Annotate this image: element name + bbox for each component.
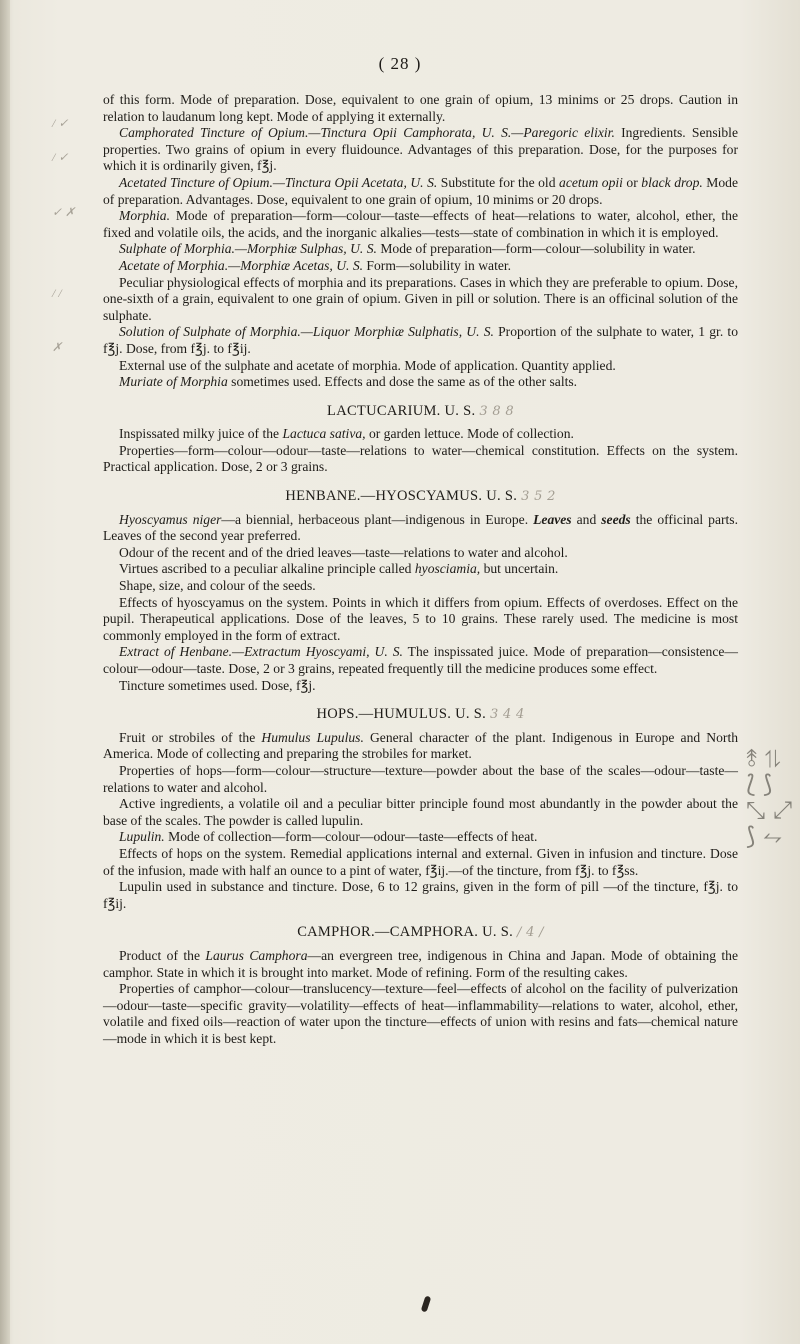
hops-paragraph: Fruit or strobiles of the Humulus Lupulus. General character of the plant. Indigenous in Europe and North America. Mode of collecting and preparing the strobiles for market. [103, 729, 739, 762]
handwritten-page-ref: / 4 / [517, 925, 544, 941]
lactucarium-properties: Properties—form—colour—odour—taste—relations to water—chemical constitution. Effects on the system. Practical application. Dose, 2 or 3 grains. [103, 442, 738, 475]
hops-properties: Properties of hops—form—colour—structure—texture—powder about the base of the scales—odour—taste—relations to water and alcohol. [103, 762, 738, 795]
henbane-paragraph: Hyoscyamus niger—a biennial, herbaceous plant—indigenous in Europe. Leaves and seeds the officinal parts. Leaves of the second year preferred. [103, 511, 738, 544]
morphia-entry: Morphia. Mode of preparation—form—colour—taste—effects of heat—relations to water, alcohol, ether, the fixed and volatile oils, the acids, and the inorganic alkalies—tests—state of combination in which it is employed. [103, 208, 738, 240]
opium-continuation: of this form. Mode of preparation. Dose, equivalent to one grain of opium, 13 minims or 25 drops. Caution in relation to laudanum long kept. Mode of applying it externally. [103, 92, 738, 124]
peculiar-effects-paragraph: Peculiar physiological effects of morphia and its preparations. Cases in which they are preferable to opium. Dose, one-sixth of a grain, equivalent to one grain of opium. Given in pill or solution. There is an officinal solution of the sulphate. [103, 274, 738, 323]
handwritten-page-ref: 3 4 4 [489, 707, 525, 723]
page-binding-shadow [0, 0, 10, 1344]
henbane-seeds: Shape, size, and colour of the seeds. [119, 578, 316, 594]
page-number: ( 28 ) [378, 54, 422, 73]
margin-pencil-mark: ✓ ✗ [52, 205, 76, 219]
camphor-properties: Properties of camphor—colour—translucency—texture—feel—effects of alcohol on the facility of pulverization—odour—taste—specific gravity—volatility—effects of heat—inflammability—relations to water, alcohol, ether, volatile and fixed oils—reaction of water upon the tincture—effects of union with resins and fats—chemical nature—mode in which it is best kept. [103, 981, 738, 1046]
margin-pencil-mark: / ✓ [52, 150, 69, 164]
margin-pencil-mark: ✗ [52, 340, 63, 354]
hops-effects: Effects of hops on the system. Remedial applications internal and external. Given in infusion and tincture. Dose of the infusion, made with half an ounce to a pint of water, f℥ij.—of the tincture, from f℥j. to f℥ss. [103, 845, 738, 878]
camphor-heading: CAMPHOR.—CAMPHORA. U. S. / 4 / [297, 924, 544, 941]
muriate-morphia-entry: Muriate of Morphia sometimes used. Effects and dose the same as of the other salts. [119, 374, 578, 390]
acetate-morphia-entry: Acetate of Morphia.—Morphiæ Acetas, U. S. Form—solubility in water. [119, 257, 512, 273]
margin-pencil-mark: / / [52, 286, 62, 300]
lactucarium-heading: LACTUCARIUM. U. S. 3 8 8 [327, 402, 514, 419]
henbane-effects: Effects of hyoscyamus on the system. Points in which it differs from opium. Effects of overdoses. Effect on the pupil. Therapeutical applications. Dose of the leaves, 5 to 10 grains. These rarely used. The medicine is most commonly employed in the form of extract. [103, 594, 738, 643]
henbane-tincture: Tincture sometimes used. Dose, f℥j. [119, 677, 316, 693]
external-use-paragraph: External use of the sulphate and acetate of morphia. Mode of application. Quantity applied. [119, 357, 616, 373]
handwritten-page-ref: 3 8 8 [479, 403, 514, 419]
hops-active-ingredients: Active ingredients, a volatile oil and a peculiar bitter principle found most abundantly in the powder about the base of the scales. The powder is called lupulin. [103, 796, 738, 828]
henbane-heading: HENBANE.—HYOSCYAMUS. U. S. 3 5 2 [285, 488, 556, 505]
acetated-tincture-entry: Acetated Tincture of Opium.—Tinctura Opii Acetata, U. S. Substitute for the old acetum opii or black drop. Mode of preparation. Advantages. Dose, equivalent to one grain of opium, 10 minims or 20 drops. [103, 174, 738, 207]
lactucarium-paragraph: Inspissated milky juice of the Lactuca sativa, or garden lettuce. Mode of collection. [119, 426, 574, 442]
body-text [103, 92, 738, 1047]
sulphate-morphia-entry: Sulphate of Morphia.—Morphiæ Sulphas, U. S. Mode of preparation—form—colour—solubility in water. [119, 241, 696, 257]
hops-heading: HOPS.—HUMULUS. U. S. 3 4 4 [316, 706, 525, 723]
camphorated-tincture-entry: Camphorated Tincture of Opium.—Tinctura Opii Camphorata, U. S.—Paregoric elixir. Ingredients. Sensible properties. Two grains of opium in every fluidounce. Advantages of this preparation. Dose, for the purposes for which it is ordinarily given, f℥j. [103, 125, 738, 174]
camphor-paragraph: Product of the Laurus Camphora—an evergreen tree, indigenous in China and Japan. Mode of obtaining the camphor. State in which it is brought into market. Mode of refining. Form of the resulting cakes. [103, 947, 739, 980]
ink-blot-mark [421, 1295, 432, 1312]
henbane-extract: Extract of Henbane.—Extractum Hyoscyami, U. S. The inspissated juice. Mode of preparation—consistence—colour—odour—taste. Dose, 2 or 3 grains, repeated frequently till the medicine produces some effect. [103, 644, 738, 676]
henbane-virtues: Virtues ascribed to a peculiar alkaline principle called hyosciamia, but uncertain. [119, 561, 559, 577]
henbane-odour: Odour of the recent and of the dried leaves—taste—relations to water and alcohol. [119, 544, 568, 560]
hops-lupulin: Lupulin. Mode of collection—form—colour—odour—taste—effects of heat. [119, 829, 538, 845]
hops-lupulin-dose: Lupulin used in substance and tincture. Dose, 6 to 12 grains, given in the form of pill —of the tincture, f℥j. to f℥ij. [103, 879, 738, 911]
margin-pencil-mark: / ✓ [52, 116, 69, 130]
solution-sulphate-entry: Solution of Sulphate of Morphia.—Liquor Morphiæ Sulphatis, U. S. Proportion of the sulphate to water, 1 gr. to f℥j. Dose, from f℥j. to f℥ij. [103, 324, 738, 356]
handwritten-page-ref: 3 5 2 [521, 489, 556, 505]
margin-hand-drawn-marks: ⥉ ⥮ ⟅ ⟆ ⤡ ⤢ ⟆ ⥊ [746, 744, 793, 850]
